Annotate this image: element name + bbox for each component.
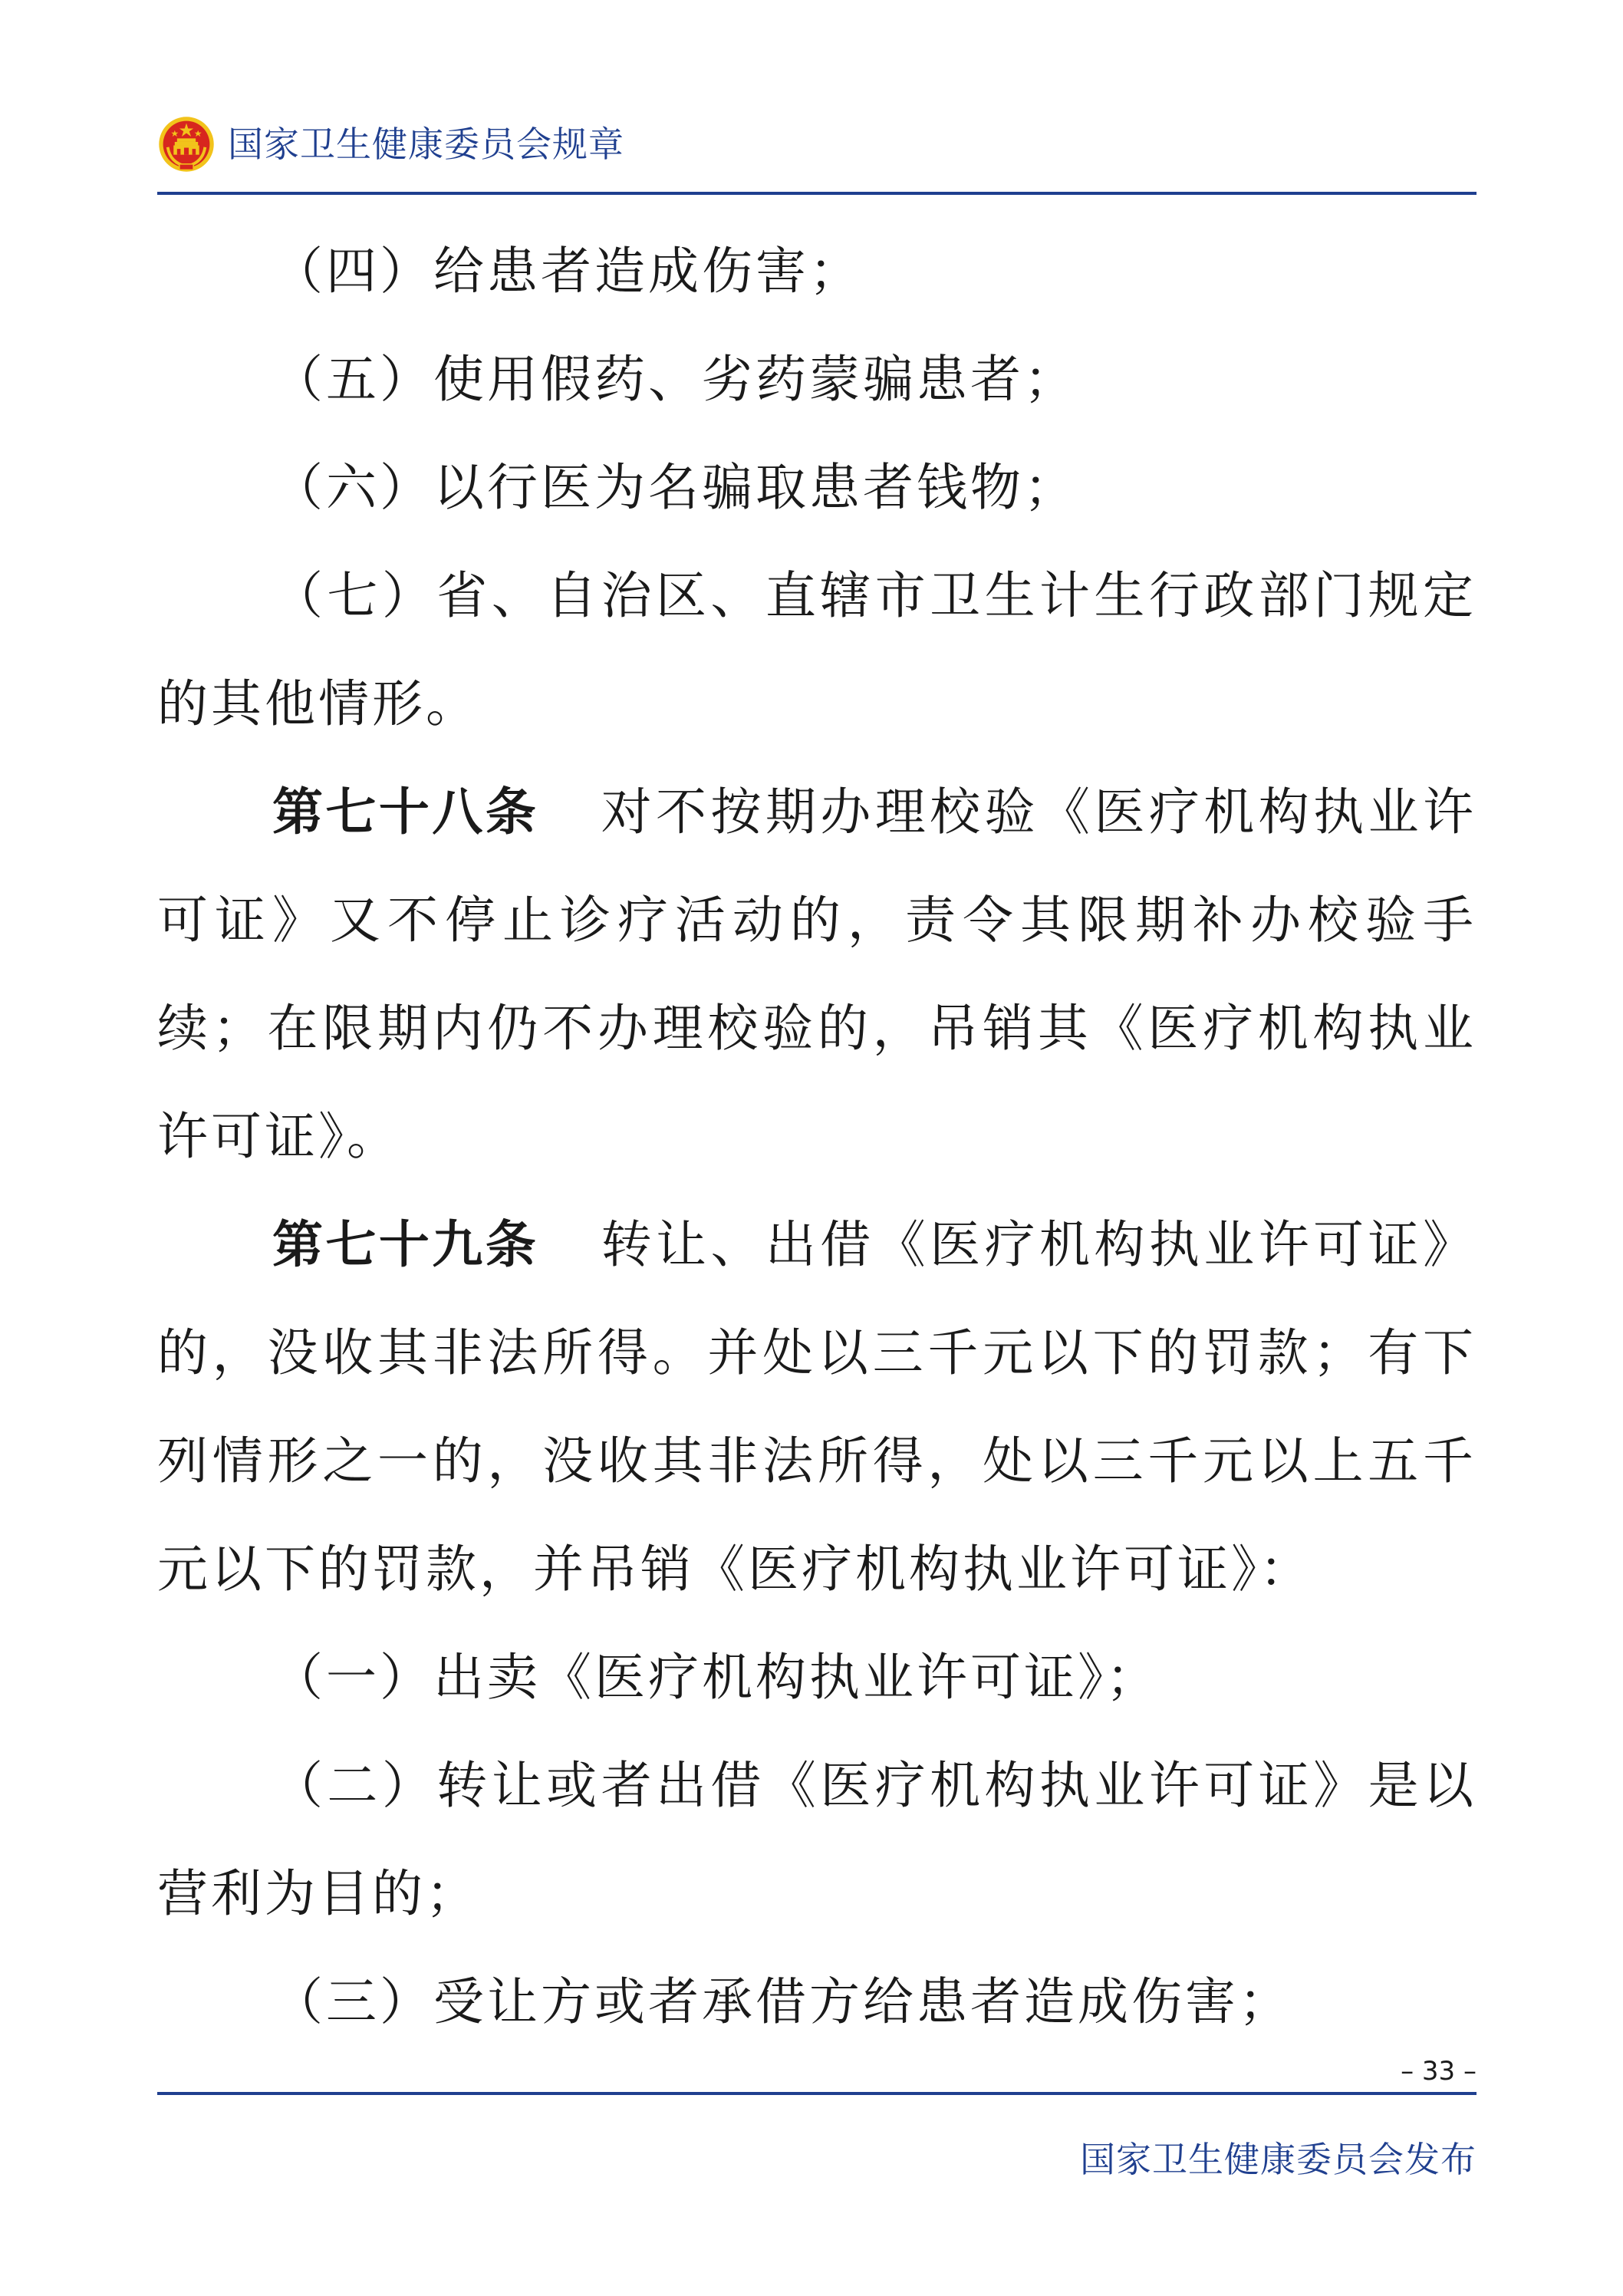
article-text: 转让、出借《医疗机构执业许可证》的，没收其非法所得。并处以三千元以下的罚款；有下列情形之一的，没收其非法所得，处以三千元以上五千元以下的罚款，并吊销《医疗机构执业许可证》：: [157, 1215, 1477, 1599]
page-number: – 33 –: [1401, 2056, 1477, 2087]
footer-publisher: 国家卫生健康委员会发布: [1080, 2139, 1477, 2180]
national-emblem-icon: [157, 115, 216, 173]
list-item: （四）给患者造成伤害；: [272, 242, 863, 301]
list-item: （三）受让方或者承借方给患者造成伤害；: [272, 1972, 1292, 2031]
header-divider: [157, 192, 1477, 195]
article-label: 第七十九条: [272, 1215, 539, 1274]
document-body: [157, 217, 1477, 2056]
list-item: （一）出卖《医疗机构执业许可证》；: [272, 1648, 1160, 1707]
list-item: （七）省、自治区、直辖市卫生计生行政部门规定的其他情形。: [157, 566, 1477, 733]
article-78: [157, 758, 1477, 1191]
footer-divider: [157, 2092, 1477, 2095]
list-item: （五）使用假药、劣药蒙骗患者；: [272, 350, 1078, 409]
list-item: （六）以行医为名骗取患者钱物；: [272, 458, 1078, 517]
page-header: [157, 115, 1477, 192]
article-79: [157, 1191, 1477, 1623]
header-title: 国家卫生健康委员会规章: [228, 124, 624, 165]
article-text: 对不按期办理校验《医疗机构执业许可证》又不停止诊疗活动的，责令其限期补办校验手续；在限期内仍不办理校验的，吊销其《医疗机构执业许可证》。: [157, 782, 1477, 1166]
list-item: （二）转让或者出借《医疗机构执业许可证》是以营利为目的；: [157, 1756, 1477, 1923]
article-label: 第七十八条: [272, 782, 539, 842]
